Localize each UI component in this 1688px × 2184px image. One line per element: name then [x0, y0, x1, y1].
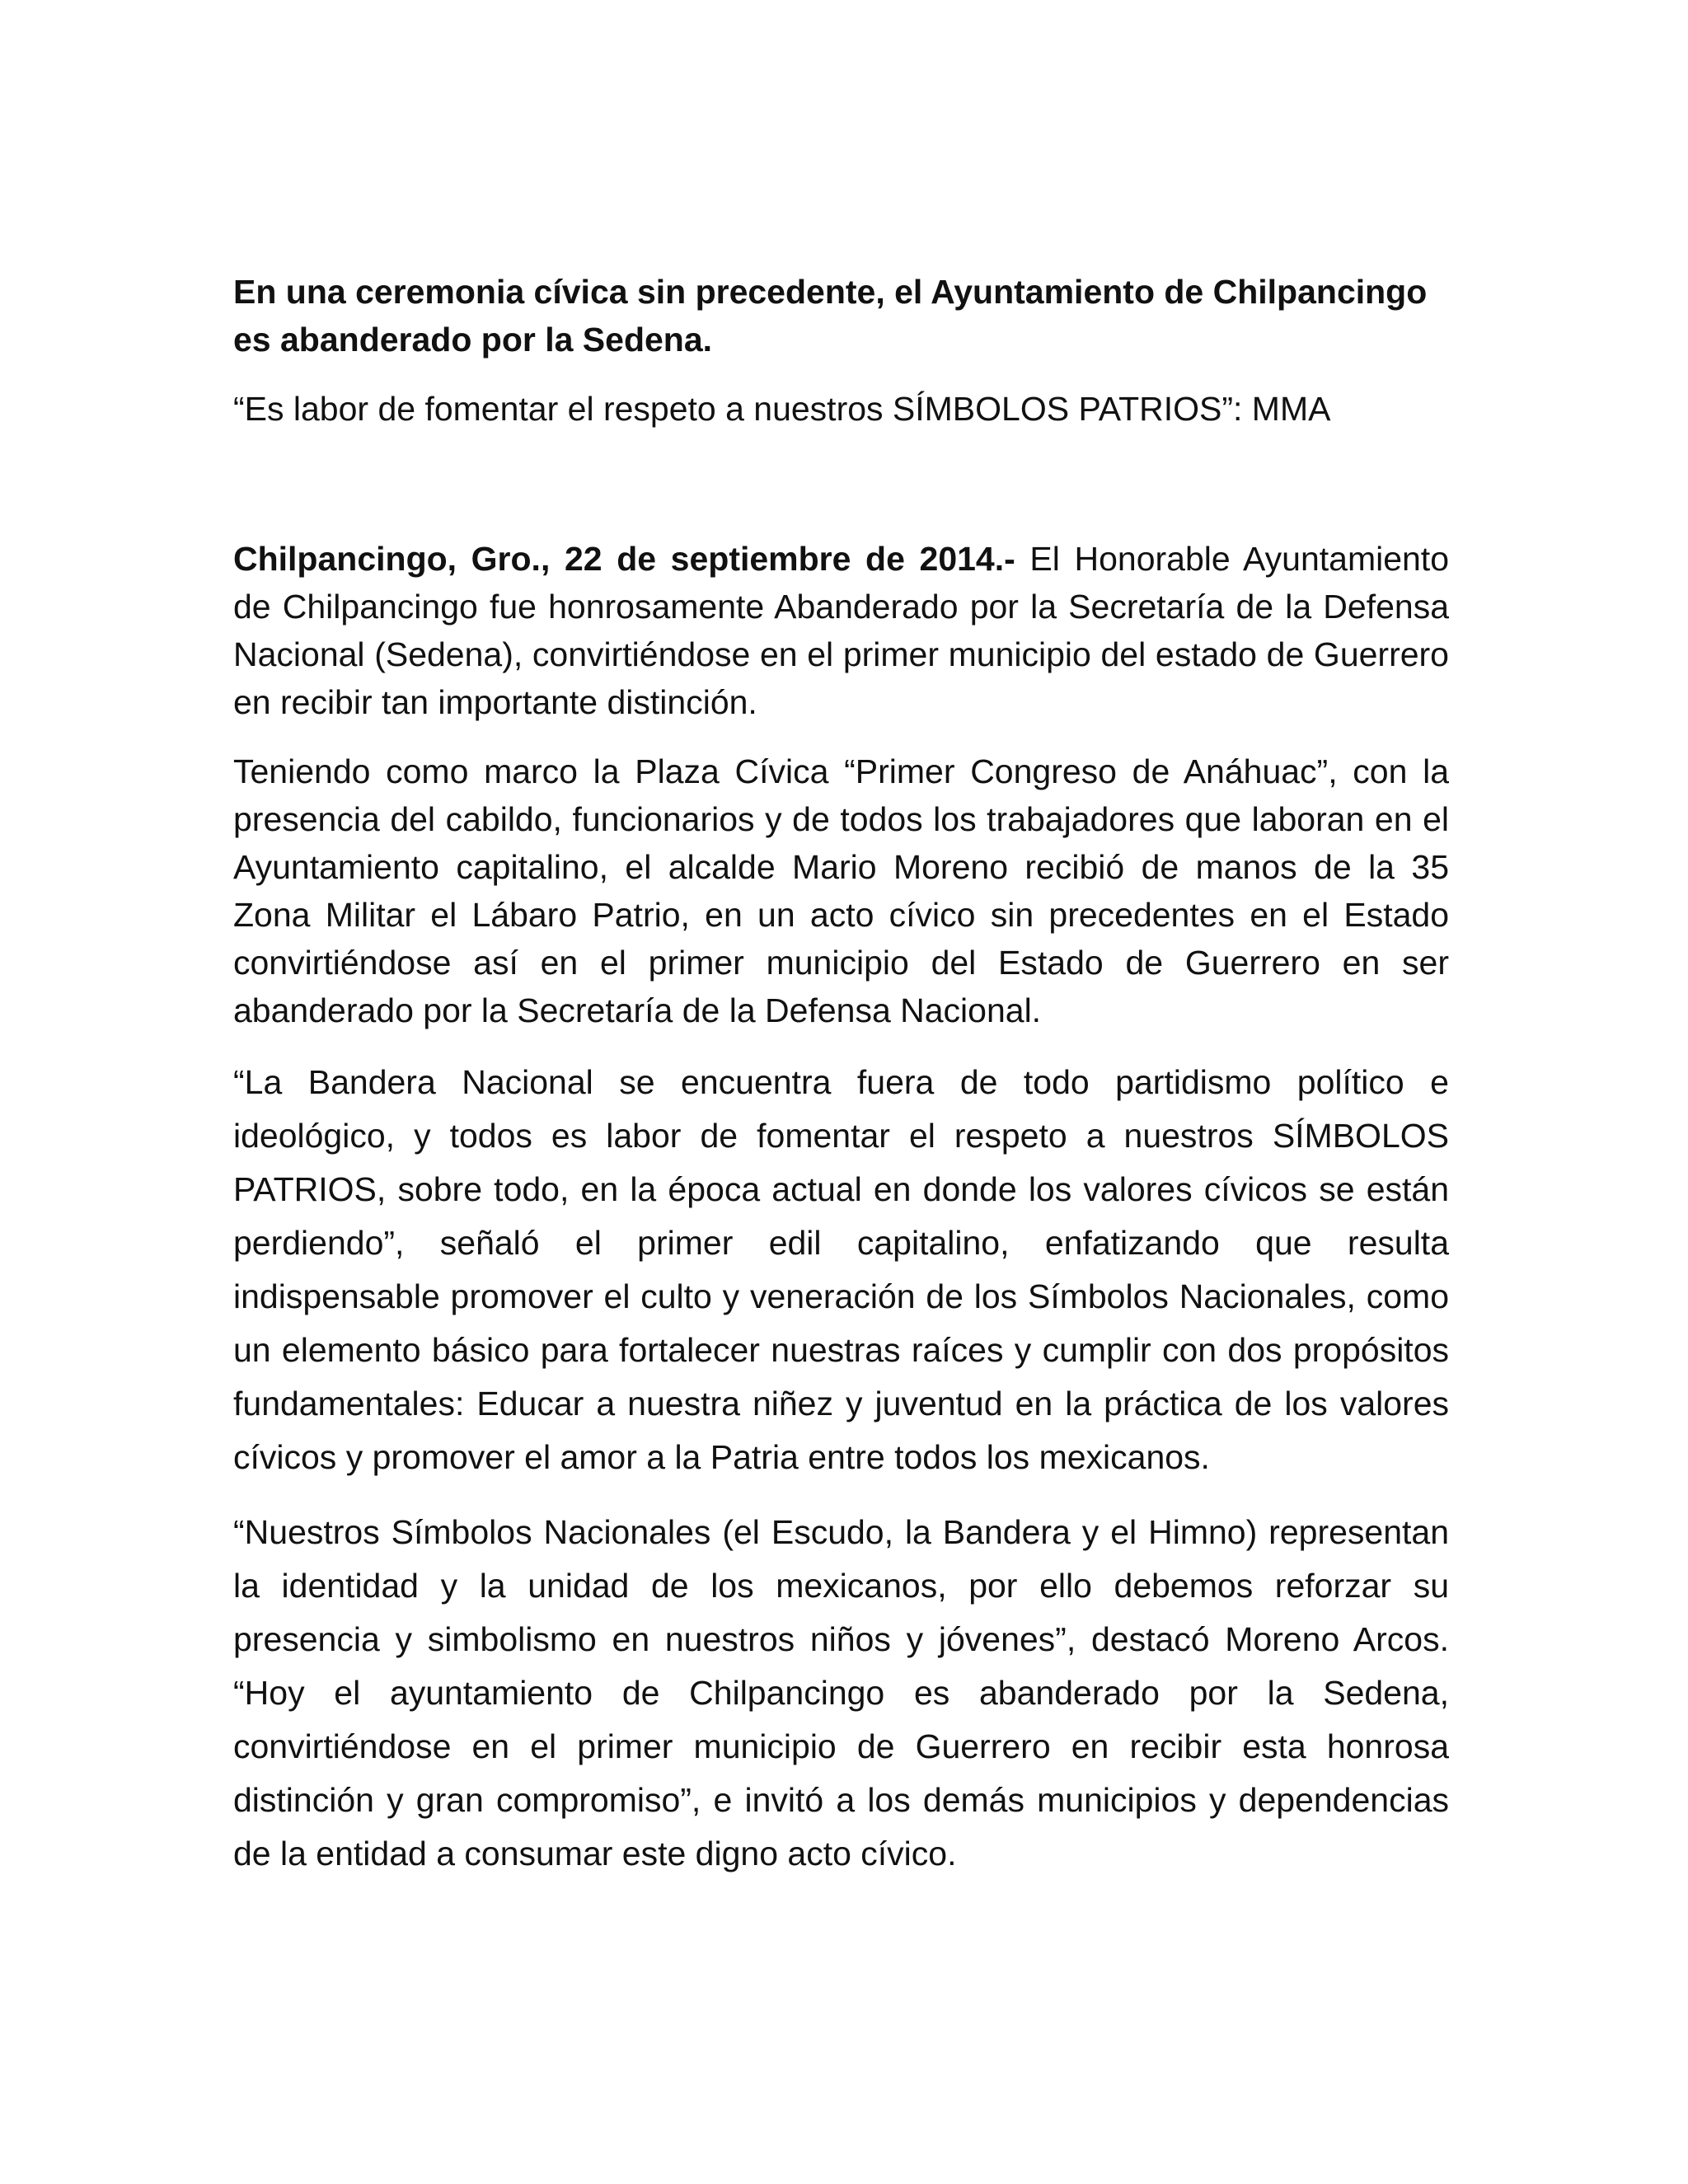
headline: En una ceremonia cívica sin precedente, el Ayuntamiento de Chilpancingo es abanderado por la Sedena. — [233, 273, 1428, 359]
document-body — [233, 268, 1449, 1881]
paragraph-1-text: El Honorable Ayuntamiento de Chilpancingo fue honrosamente Abanderado por la Secretaría de la Defensa Nacional (Sedena), convirtiéndose en el primer municipio del estado de Guerrero en recibir tan importante distinción. — [233, 540, 1449, 721]
paragraph-4: “Nuestros Símbolos Nacionales (el Escudo, la Bandera y el Himno) representan la identidad y la unidad de los mexicanos, por ello debemos reforzar su presencia y simbolismo en nuestros niños y jóvenes”, destacó Moreno Arcos. “Hoy el ayuntamiento de Chilpancingo es abanderado por la Sedena, convirtiéndose en el primer municipio de Guerrero en recibir esta honrosa distinción y gran compromiso”, e invitó a los demás municipios y dependencias de la entidad a consumar este digno acto cívico. — [233, 1513, 1449, 1872]
paragraph-2: Teniendo como marco la Plaza Cívica “Primer Congreso de Anáhuac”, con la presencia del cabildo, funcionarios y de todos los trabajadores que laboran en el Ayuntamiento capitalino, el alcalde Mario Moreno recibió de manos de la 35 Zona Militar el Lábaro Patrio, en un acto cívico sin precedentes en el Estado convirtiéndose así en el primer municipio del Estado de Guerrero en ser abanderado por la Secretaría de la Defensa Nacional. — [233, 752, 1449, 1029]
paragraph-3: “La Bandera Nacional se encuentra fuera de todo partidismo político e ideológico, y todos es labor de fomentar el respeto a nuestros SÍMBOLOS PATRIOS, sobre todo, en la época actual en donde los valores cívicos se están perdiendo”, señaló el primer edil capitalino, enfatizando que resulta indispensable promover el culto y veneración de los Símbolos Nacionales, como un elemento básico para fortalecer nuestras raíces y cumplir con dos propósitos fundamentales: Educar a nuestra niñez y juventud en la práctica de los valores cívicos y promover el amor a la Patria entre todos los mexicanos. — [233, 1063, 1449, 1476]
dateline: Chilpancingo, Gro., 22 de septiembre de 2014.- — [233, 540, 1015, 578]
subheadline: “Es labor de fomentar el respeto a nuestros SÍMBOLOS PATRIOS”: MMA — [233, 390, 1331, 428]
paragraph-1 — [233, 535, 1449, 726]
